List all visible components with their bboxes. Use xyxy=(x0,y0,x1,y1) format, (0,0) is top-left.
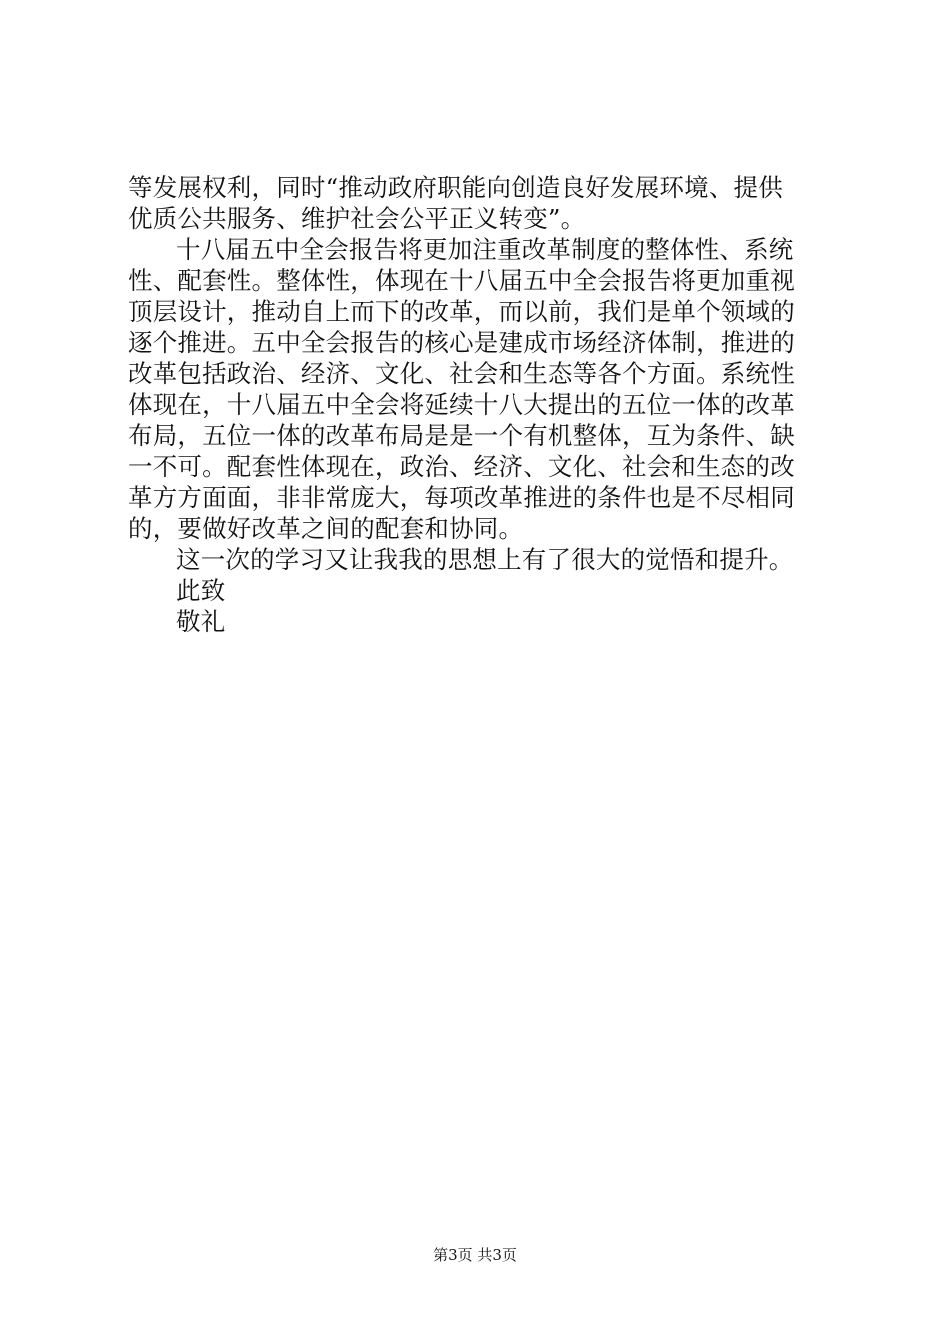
paragraph-line: 的，要做好改革之间的配套和协同。 xyxy=(128,514,524,543)
paragraph-line: 逐个推进。五中全会报告的核心是建成市场经济体制，推进的 xyxy=(128,328,795,357)
paragraph-line: 一不可。配套性体现在，政治、经济、文化、社会和生态的改 xyxy=(128,452,795,481)
paragraph-line: 顶层设计，推动自上而下的改革，而以前，我们是单个领域的 xyxy=(128,297,795,326)
paragraph-line: 十八届五中全会报告将更加注重改革制度的整体性、系统 xyxy=(176,235,794,264)
paragraph-line: 革方方面面，非非常庞大，每项改革推进的条件也是不尽相同 xyxy=(128,483,795,512)
paragraph-line: 优质公共服务、维护社会公平正义转变”。 xyxy=(128,204,586,233)
paragraph-line: 改革包括政治、经济、文化、社会和生态等各个方面。系统性 xyxy=(128,359,795,388)
paragraph-line: 等发展权利，同时“推动政府职能向创造良好发展环境、提供 xyxy=(128,173,783,202)
paragraph-line: 性、配套性。整体性，体现在十八届五中全会报告将更加重视 xyxy=(128,266,795,295)
document-body xyxy=(128,172,833,637)
paragraph-line: 这一次的学习又让我我的思想上有了很大的觉悟和提升。 xyxy=(176,545,794,574)
paragraph-line: 体现在，十八届五中全会将延续十八大提出的五位一体的改革 xyxy=(128,390,795,419)
closing-regards: 敬礼 xyxy=(176,607,226,636)
closing-salutation: 此致 xyxy=(176,576,226,605)
page-number-footer: 第3页 共3页 xyxy=(433,1246,517,1264)
paragraph-line: 布局，五位一体的改革布局是是一个有机整体，互为条件、缺 xyxy=(128,421,795,450)
